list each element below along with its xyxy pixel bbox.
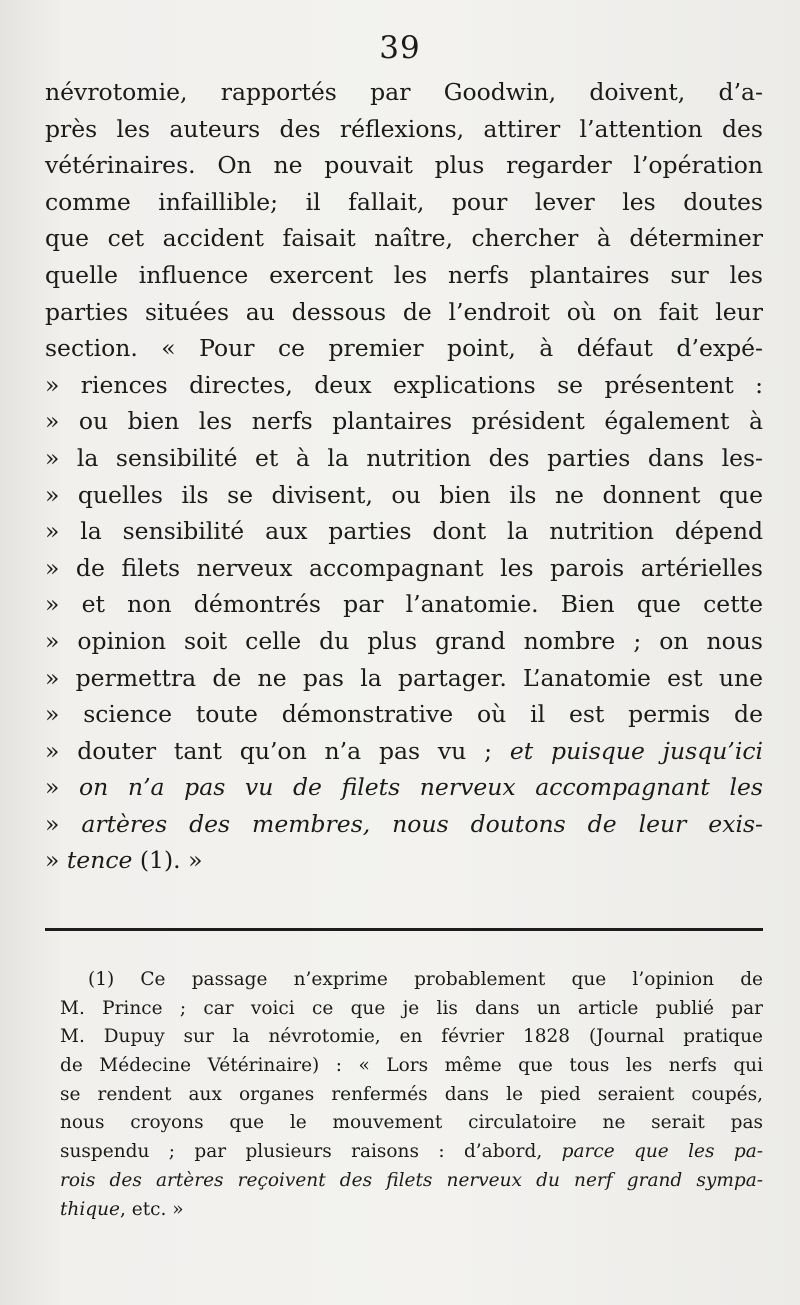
text-segment: se rendent aux organes renfermés dans le pied seraient coupés, bbox=[60, 1083, 763, 1105]
text-segment: de Médecine Vétérinaire) : « Lors même que tous les nerfs qui bbox=[60, 1055, 763, 1077]
text-segment: (1) Ce passage n’exprime probablement que l’opinion de bbox=[88, 969, 763, 990]
italic-text-segment: artères des membres, nous doutons de leur exis- bbox=[81, 809, 763, 838]
text-segment: » opinion soit celle du plus grand nombre ; on nous bbox=[45, 626, 763, 655]
body-text-line bbox=[45, 367, 763, 404]
italic-text-segment: on n’a pas vu de filets nerveux accompagnant les bbox=[79, 773, 763, 802]
text-segment: » ou bien les nerfs plantaires président également à bbox=[45, 407, 763, 436]
text-segment: » de filets nerveux accompagnant les parois artérielles bbox=[45, 553, 763, 582]
body-text-line bbox=[45, 440, 763, 477]
text-segment: » douter tant qu’on n’a pas vu ; bbox=[45, 736, 510, 765]
footnote-text-line bbox=[60, 1138, 763, 1167]
footnote-text-line bbox=[60, 995, 763, 1024]
text-segment: » bbox=[45, 846, 67, 875]
text-segment: que cet accident faisait naître, chercher à déterminer bbox=[45, 224, 763, 253]
body-text-line bbox=[45, 111, 763, 148]
footnote-text-line bbox=[60, 1052, 763, 1081]
text-segment: M. Dupuy sur la névrotomie, en février 1828 (Journal pratique bbox=[60, 1026, 763, 1048]
body-text-line bbox=[45, 696, 763, 733]
text-segment: nous croyons que le mouvement circulatoire ne serait pas bbox=[60, 1112, 763, 1134]
italic-text-segment: et puisque jusqu’ici bbox=[509, 736, 764, 765]
main-text-block bbox=[45, 74, 763, 879]
text-segment: » science toute démonstrative où il est permis de bbox=[45, 700, 763, 729]
text-segment: suspendu ; par plusieurs raisons : d’abord, bbox=[60, 1141, 562, 1163]
text-segment: » la sensibilité aux parties dont la nutrition dépend bbox=[45, 517, 763, 546]
body-text-line bbox=[45, 184, 763, 221]
body-text-line bbox=[45, 550, 763, 587]
footnote-text-line bbox=[60, 1023, 763, 1052]
text-segment: » et non démontrés par l’anatomie. Bien que cette bbox=[45, 590, 763, 619]
text-segment: vétérinaires. On ne pouvait plus regarder l’opération bbox=[45, 151, 763, 180]
footnote-text-line bbox=[60, 1167, 763, 1196]
text-segment: » riences directes, deux explications se présentent : bbox=[45, 370, 763, 399]
body-text-line bbox=[45, 74, 763, 111]
footnote-text-line bbox=[60, 1196, 763, 1225]
body-text-line bbox=[45, 623, 763, 660]
text-segment: section. « Pour ce premier point, à défaut d’expé- bbox=[45, 334, 763, 363]
text-segment: (1). » bbox=[132, 846, 203, 875]
text-segment: M. Prince ; car voici ce que je lis dans un article publié par bbox=[60, 997, 763, 1019]
body-text-line bbox=[45, 294, 763, 331]
text-segment: » permettra de ne pas la partager. L’anatomie est une bbox=[45, 663, 763, 692]
body-text-line bbox=[45, 842, 763, 879]
body-text-line bbox=[45, 586, 763, 623]
body-text-line bbox=[45, 733, 763, 770]
text-segment: » bbox=[45, 809, 82, 838]
body-text-line bbox=[45, 769, 763, 806]
body-text-line bbox=[45, 147, 763, 184]
text-segment: névrotomie, rapportés par Goodwin, doivent, d’a- bbox=[45, 78, 763, 106]
footnote-text-line bbox=[60, 1109, 763, 1138]
footnote-text-line bbox=[60, 1081, 763, 1110]
italic-text-segment: tence bbox=[66, 846, 133, 875]
text-segment: quelle influence exercent les nerfs plantaires sur les bbox=[45, 260, 763, 289]
italic-text-segment: rois des artères reçoivent des filets nerveux du nerf grand sympa- bbox=[60, 1169, 763, 1191]
footnote-block bbox=[60, 966, 763, 1224]
text-segment: comme infaillible; il fallait, pour lever les doutes bbox=[45, 187, 763, 216]
page-number: 39 bbox=[379, 30, 421, 66]
text-segment: près les auteurs des réflexions, attirer l’attention des bbox=[45, 114, 763, 143]
text-segment: » bbox=[45, 773, 80, 802]
body-text-line bbox=[45, 660, 763, 697]
text-segment: , etc. » bbox=[119, 1198, 184, 1220]
body-text-line bbox=[45, 220, 763, 257]
body-text-line bbox=[45, 513, 763, 550]
body-text-line bbox=[45, 330, 763, 367]
text-segment: » quelles ils se divisent, ou bien ils ne donnent que bbox=[45, 480, 763, 509]
body-text-line bbox=[45, 806, 763, 843]
text-segment: parties situées au dessous de l’endroit où on fait leur bbox=[45, 297, 763, 326]
body-text-line bbox=[45, 403, 763, 440]
body-text-line bbox=[45, 477, 763, 514]
footnote-text-line bbox=[60, 966, 763, 995]
footnote-separator-rule bbox=[45, 928, 763, 931]
text-segment: » la sensibilité et à la nutrition des parties dans les- bbox=[45, 443, 763, 472]
italic-text-segment: thique bbox=[60, 1198, 120, 1220]
body-text-line bbox=[45, 257, 763, 294]
italic-text-segment: parce que les pa- bbox=[561, 1141, 763, 1163]
